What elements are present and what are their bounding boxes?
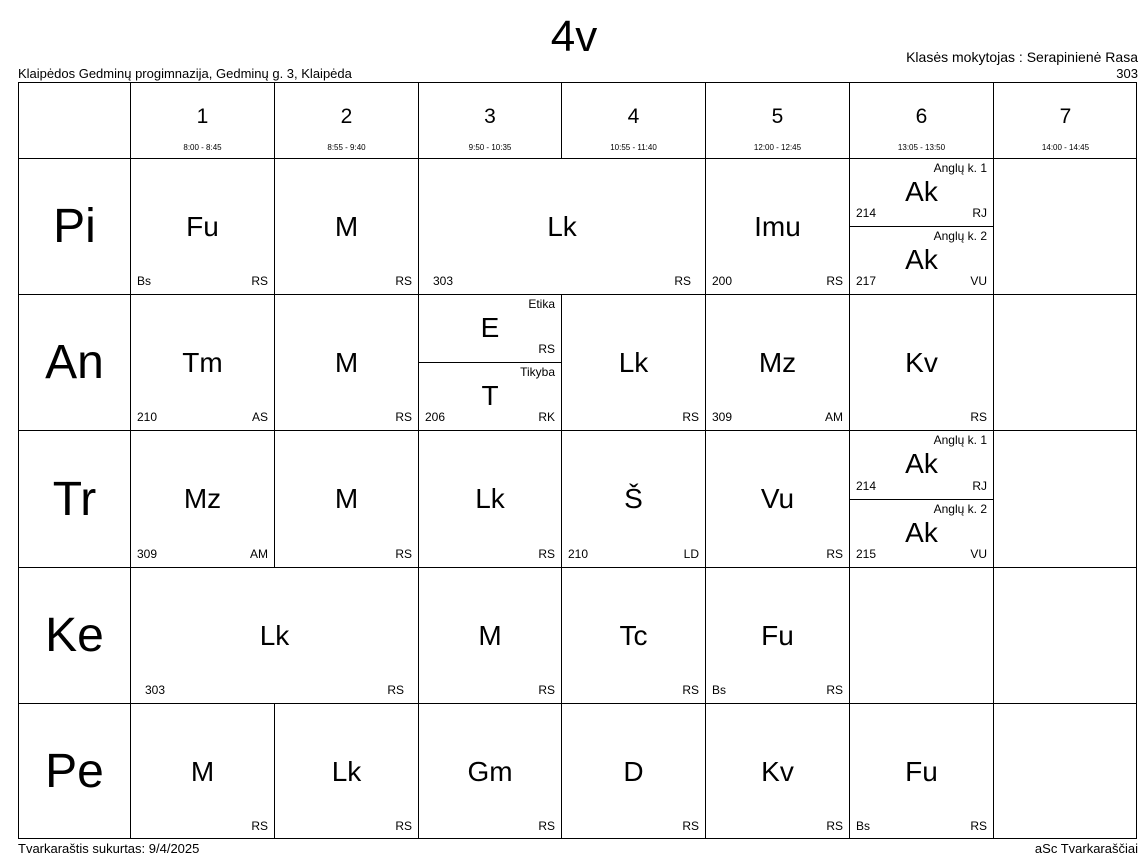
teacher-label: RS (538, 342, 555, 356)
teacher-label: RS (395, 274, 412, 288)
teacher-label: AS (251, 410, 268, 424)
lesson-cell[interactable] (418, 567, 561, 703)
teacher-label: RS (682, 819, 699, 833)
lesson-cell[interactable] (705, 158, 849, 294)
day-header (18, 703, 130, 839)
day-label: Tr (52, 472, 97, 526)
lesson-cell[interactable] (130, 158, 274, 294)
teacher-label: RS (538, 547, 555, 561)
empty-cell (993, 703, 1137, 839)
timetable-title: 4v (550, 12, 598, 61)
subject-label: M (334, 346, 359, 378)
teacher-label: RS (826, 547, 843, 561)
subject-label: Š (624, 483, 643, 514)
period-time: 10:55 - 11:40 (610, 143, 657, 152)
teacher-label: VU (970, 547, 987, 561)
lesson-cell[interactable] (705, 703, 849, 839)
subject-label: Fu (905, 755, 938, 787)
subject-label: Imu (754, 210, 801, 242)
subject-label: D (623, 755, 644, 787)
room-label: 206 (425, 410, 446, 424)
teacher-label: RS (395, 547, 412, 561)
subject-label: T (481, 380, 499, 411)
group-label: Anglų k. 1 (933, 161, 987, 175)
group-label: Anglų k. 1 (933, 433, 987, 447)
teacher-label: RS (826, 274, 843, 288)
lesson-cell[interactable] (849, 294, 993, 430)
day-label: Ke (45, 609, 104, 662)
period-header (274, 82, 418, 158)
lesson-cell[interactable] (274, 430, 418, 567)
period-time: 14:00 - 14:45 (1041, 143, 1090, 152)
subject-label: Lk (618, 346, 649, 378)
subject-label: E (480, 312, 500, 343)
lesson-cell[interactable] (274, 158, 418, 294)
lesson-cell[interactable] (849, 703, 993, 839)
empty-cell (993, 158, 1137, 294)
room-label: Bs (856, 819, 871, 833)
day-label: Pi (53, 200, 96, 253)
teacher-label: RJ (972, 206, 987, 220)
lesson-cell[interactable] (561, 430, 705, 567)
subject-label: Lk (547, 210, 577, 242)
teacher-label: RS (682, 410, 699, 424)
lesson-cell[interactable] (130, 703, 274, 839)
period-number: 1 (196, 105, 209, 128)
lesson-cell[interactable] (418, 158, 705, 294)
teacher-label: RJ (972, 479, 987, 493)
room-label: 303 (145, 683, 166, 697)
lesson-cell[interactable] (130, 567, 418, 703)
teacher-label: RS (538, 819, 555, 833)
subject-label: M (478, 619, 502, 651)
subject-label: Ak (905, 517, 938, 548)
teacher-label: LD (683, 547, 699, 561)
subject-label: Lk (475, 483, 505, 514)
group-label: Anglų k. 2 (933, 229, 987, 243)
teacher-label: RS (538, 683, 555, 697)
period-number: 5 (771, 105, 784, 128)
subject-label: Fu (761, 619, 794, 651)
period-number: 7 (1059, 105, 1072, 128)
day-header (18, 158, 130, 294)
empty-cell (993, 430, 1137, 567)
lesson-cell-split[interactable] (849, 226, 993, 294)
created-date: Tvarkaraštis sukurtas: 9/4/2025 (18, 841, 200, 856)
period-number: 2 (340, 105, 353, 128)
subject-label: M (334, 483, 359, 514)
teacher-label: RS (826, 683, 843, 697)
teacher-label: RS (682, 683, 699, 697)
subject-label: Vu (760, 483, 795, 514)
subject-label: Tc (619, 619, 648, 651)
teacher-label: RS (395, 819, 412, 833)
lesson-cell[interactable] (130, 430, 274, 567)
period-number: 4 (627, 105, 640, 128)
period-time: 12:00 - 12:45 (753, 143, 802, 152)
group-label: Anglų k. 2 (933, 502, 987, 516)
lesson-cell-split[interactable] (418, 294, 561, 362)
period-header (993, 82, 1137, 158)
room-label: 210 (568, 547, 589, 561)
teacher-label: RS (251, 274, 268, 288)
empty-cell (993, 294, 1137, 430)
period-header (561, 82, 705, 158)
lesson-cell[interactable] (705, 430, 849, 567)
teacher-label: RS (970, 819, 987, 833)
teacher-label: AM (825, 410, 843, 424)
lesson-cell-split[interactable] (849, 158, 993, 226)
day-label: Pe (45, 745, 104, 798)
lesson-cell[interactable] (418, 703, 561, 839)
room-label: 303 (433, 274, 454, 288)
subject-label: Ak (905, 244, 938, 275)
subject-label: Kv (761, 755, 794, 787)
subject-label: M (190, 755, 215, 787)
subject-label: Fu (186, 210, 219, 242)
lesson-cell[interactable] (561, 294, 705, 430)
period-time: 8:00 - 8:45 (183, 143, 222, 152)
lesson-cell[interactable] (418, 430, 561, 567)
room-label: 309 (137, 547, 158, 561)
lesson-cell[interactable] (561, 567, 705, 703)
teacher-label: RS (674, 274, 691, 288)
period-number: 3 (484, 105, 496, 128)
lesson-cell[interactable] (274, 703, 418, 839)
subject-label: M (334, 210, 359, 242)
room-label: 214 (856, 206, 877, 220)
class-teacher: Klasės mokytojas : Serapinienė Rasa (906, 49, 1138, 65)
subject-label: Ak (905, 448, 938, 479)
empty-cell (993, 567, 1137, 703)
teacher-label: RK (538, 410, 555, 424)
subject-label: Ak (905, 176, 938, 207)
teacher-label: VU (970, 274, 987, 288)
lesson-cell-split[interactable] (418, 362, 561, 430)
subject-label: Lk (331, 755, 362, 787)
teacher-label: RS (395, 410, 412, 424)
period-time: 9:50 - 10:35 (468, 143, 512, 152)
subject-label: Tm (182, 346, 223, 378)
lesson-cell[interactable] (130, 294, 274, 430)
lesson-cell[interactable] (561, 703, 705, 839)
room-label: 217 (856, 274, 877, 288)
period-header (705, 82, 849, 158)
day-label: An (45, 336, 104, 389)
subject-label: Gm (467, 755, 513, 787)
room-label: Bs (712, 683, 727, 697)
timetable-grid (18, 82, 1137, 839)
teacher-label: RS (826, 819, 843, 833)
period-number: 6 (915, 105, 928, 128)
lesson-cell-split[interactable] (849, 499, 993, 567)
day-header (18, 567, 130, 703)
teacher-label: RS (970, 410, 987, 424)
school-address: Klaipėdos Gedminų progimnazija, Gedminų g. 3, Klaipėda (18, 66, 352, 81)
group-label: Etika (528, 297, 555, 311)
room-label: Bs (137, 274, 152, 288)
lesson-cell[interactable] (705, 567, 849, 703)
subject-label: Kv (905, 346, 938, 378)
subject-label: Lk (259, 619, 290, 651)
teacher-label: AM (250, 547, 268, 561)
lesson-cell[interactable] (274, 294, 418, 430)
lesson-cell[interactable] (705, 294, 849, 430)
period-time: 8:55 - 9:40 (327, 143, 366, 152)
day-header (18, 430, 130, 567)
group-label: Tikyba (520, 365, 555, 379)
period-time: 13:05 - 13:50 (897, 143, 946, 152)
empty-cell (849, 567, 993, 703)
day-header (18, 294, 130, 430)
teacher-label: RS (387, 683, 404, 697)
room-label: 309 (712, 410, 733, 424)
room-label: 215 (856, 547, 877, 561)
subject-label: Mz (183, 483, 222, 514)
period-header (418, 82, 561, 158)
lesson-cell-split[interactable] (849, 430, 993, 499)
period-header (849, 82, 993, 158)
room-label: 214 (856, 479, 877, 493)
teacher-label: RS (251, 819, 268, 833)
brand-label: aSc Tvarkaraščiai (1034, 841, 1138, 856)
subject-label: Mz (758, 346, 797, 378)
room-label: 210 (137, 410, 158, 424)
room-label: 200 (712, 274, 733, 288)
corner-cell (18, 82, 130, 158)
home-room: 303 (1116, 66, 1138, 81)
period-header (130, 82, 274, 158)
